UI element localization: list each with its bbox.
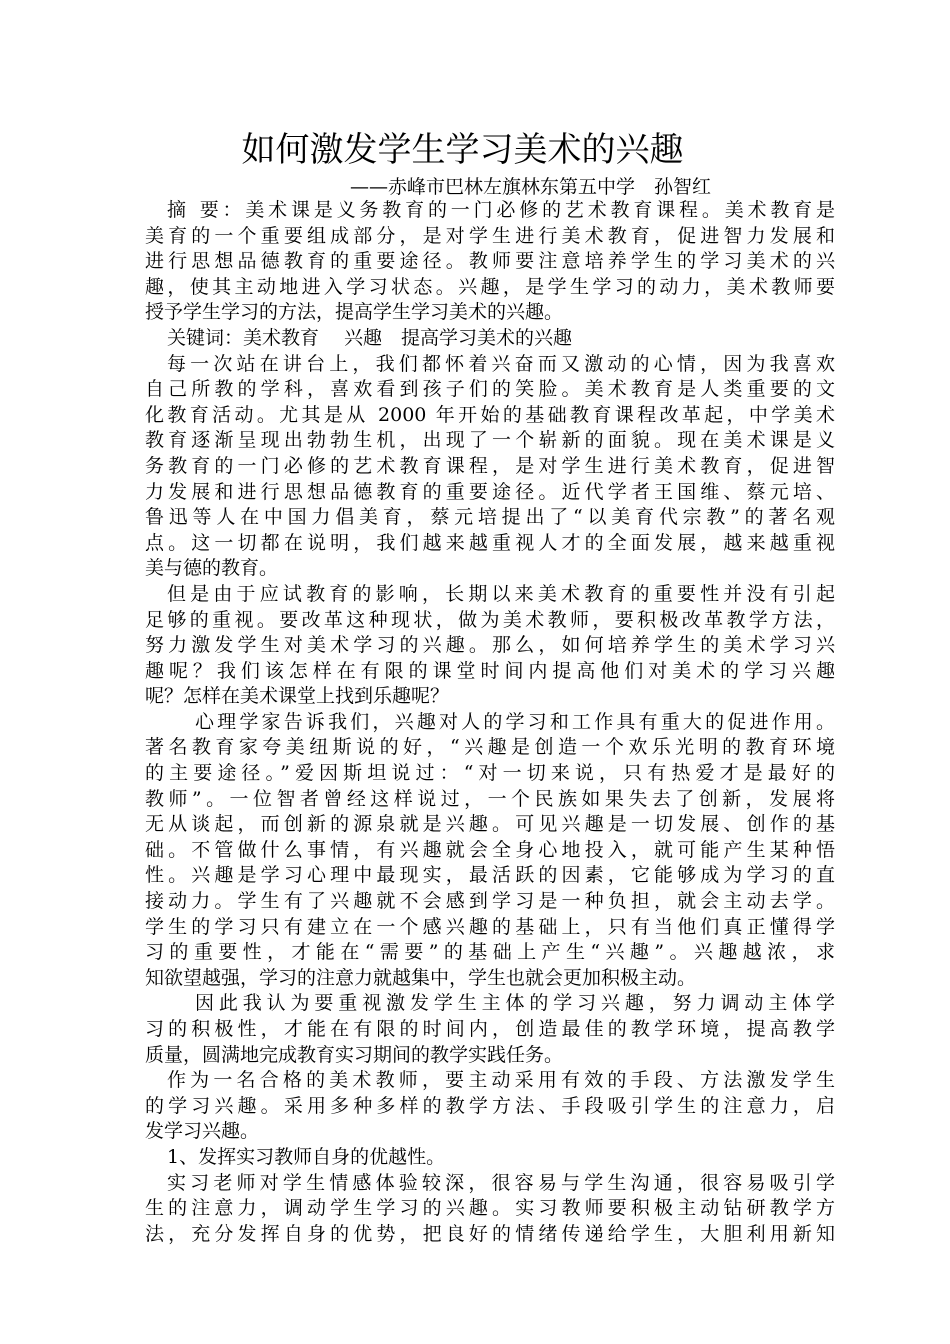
text-line: 作为一名合格的美术教师，要主动采用有效的手段、方法激发学生 <box>167 1069 835 1092</box>
text-line: 因此我认为要重视激发学生主体的学习兴趣，努力调动主体学 <box>195 992 835 1015</box>
text-line: 足够的重视。要改革这种现状，做为美术教师，要积极改革教学方法， <box>145 608 835 631</box>
text-line: 性。兴趣是学习心理中最现实，最活跃的因素，它能够成为学习的直 <box>145 864 835 887</box>
document-body <box>145 198 835 1247</box>
text-line: 习的积极性，才能在有限的时间内，创造最佳的教学环境，提高教学 <box>145 1018 835 1040</box>
text-line: 生的注意力，调动学生学习的兴趣。实习教师要积极主动钻研教学方 <box>145 1197 835 1220</box>
section-heading: 1、发挥实习教师自身的优越性。 <box>167 1145 446 1168</box>
text-line: 点。这一切都在说明，我们越来越重视人才的全面发展，越来越重视 <box>145 531 835 554</box>
text-line: 摘 要：美术课是义务教育的一门必修的艺术教育课程。美术教育是 <box>167 199 835 221</box>
text-line: 每一次站在讲台上，我们都怀着兴奋而又激动的心情，因为我喜欢 <box>167 352 835 375</box>
text-line: 美与德的教育。 <box>145 557 279 580</box>
document-title: 如何激发学生学习美术的兴趣 <box>241 130 684 170</box>
text-line: 美育的一个重要组成部分，是对学生进行美术教育，促进智力发展和 <box>145 224 835 247</box>
text-line: 务教育的一门必修的艺术教育课程，是对学生进行美术教育，促进智 <box>145 454 835 477</box>
text-line: 的学习兴趣。采用多种多样的教学方法、手段吸引学生的注意力，启 <box>145 1094 835 1117</box>
text-line: 发学习兴趣。 <box>145 1120 260 1143</box>
text-line: 学生的学习只有建立在一个感兴趣的基础上，只有当他们真正懂得学 <box>145 915 835 938</box>
text-line: 力发展和进行思想品德教育的重要途径。近代学者王国维、蔡元培、 <box>145 480 835 503</box>
text-line: 自己所教的学科，喜欢看到孩子们的笑脸。美术教育是人类重要的文 <box>145 378 835 401</box>
text-line: 法，充分发挥自身的优势，把良好的情绪传递给学生，大胆利用新知 <box>145 1222 835 1245</box>
author-line: ——赤峰市巴林左旗林东第五中学 孙智红 <box>350 176 712 198</box>
text-line: 趣呢？我们该怎样在有限的课堂时间内提高他们对美术的学习兴趣 <box>145 659 835 682</box>
text-line: 鲁迅等人在中国力倡美育，蔡元培提出了“以美育代宗教”的著名观 <box>145 506 835 529</box>
text-line: 趣，使其主动地进入学习状态。兴趣，是学生学习的动力，美术教师要 <box>145 275 835 298</box>
text-line: 心理学家告诉我们，兴趣对人的学习和工作具有重大的促进作用。 <box>195 710 835 733</box>
text-line: 习的重要性，才能在“需要”的基础上产生“兴趣”。兴趣越浓，求 <box>145 941 835 964</box>
text-line: 进行思想品德教育的重要途径。教师要注意培养学生的学习美术的兴 <box>145 250 835 273</box>
text-line: 无从谈起，而创新的源泉就是兴趣。可见兴趣是一切发展、创作的基 <box>145 813 835 836</box>
text-line: 授予学生学习的方法，提高学生学习美术的兴趣。 <box>145 301 564 324</box>
text-line: 质量，圆满地完成教育实习期间的教学实践任务。 <box>145 1043 564 1066</box>
text-line: 的主要途径。”爱因斯坦说过：“对一切来说，只有热爱才是最好的 <box>145 762 835 785</box>
text-line: 化教育活动。尤其是从 2000 年开始的基础教育课程改革起，中学美术 <box>145 403 835 426</box>
keywords-line: 关键词：美术教育 兴趣 提高学习美术的兴趣 <box>167 326 573 349</box>
text-line: 知欲望越强，学习的注意力就越集中，学生也就会更加积极主动。 <box>145 966 697 989</box>
text-line: 教育逐渐呈现出勃勃生机，出现了一个崭新的面貌。现在美术课是义 <box>145 429 835 452</box>
text-line: 但是由于应试教育的影响，长期以来美术教育的重要性并没有引起 <box>167 582 835 605</box>
text-line: 础。不管做什么事情，有兴趣就会全身心地投入，就可能产生某种悟 <box>145 838 835 861</box>
text-line: 著名教育家夸美纽斯说的好，“兴趣是创造一个欢乐光明的教育环境 <box>145 736 835 759</box>
text-line: 努力激发学生对美术学习的兴趣。那么，如何培养学生的美术学习兴 <box>145 634 835 657</box>
text-line: 接动力。学生有了兴趣就不会感到学习是一种负担，就会主动去学。 <box>145 890 835 913</box>
text-line: 教师”。一位智者曾经这样说过，一个民族如果失去了创新，发展将 <box>145 787 835 810</box>
text-line: 呢？怎样在美术课堂上找到乐趣呢？ <box>145 685 450 708</box>
text-line: 实习老师对学生情感体验较深，很容易与学生沟通，很容易吸引学 <box>167 1171 835 1194</box>
